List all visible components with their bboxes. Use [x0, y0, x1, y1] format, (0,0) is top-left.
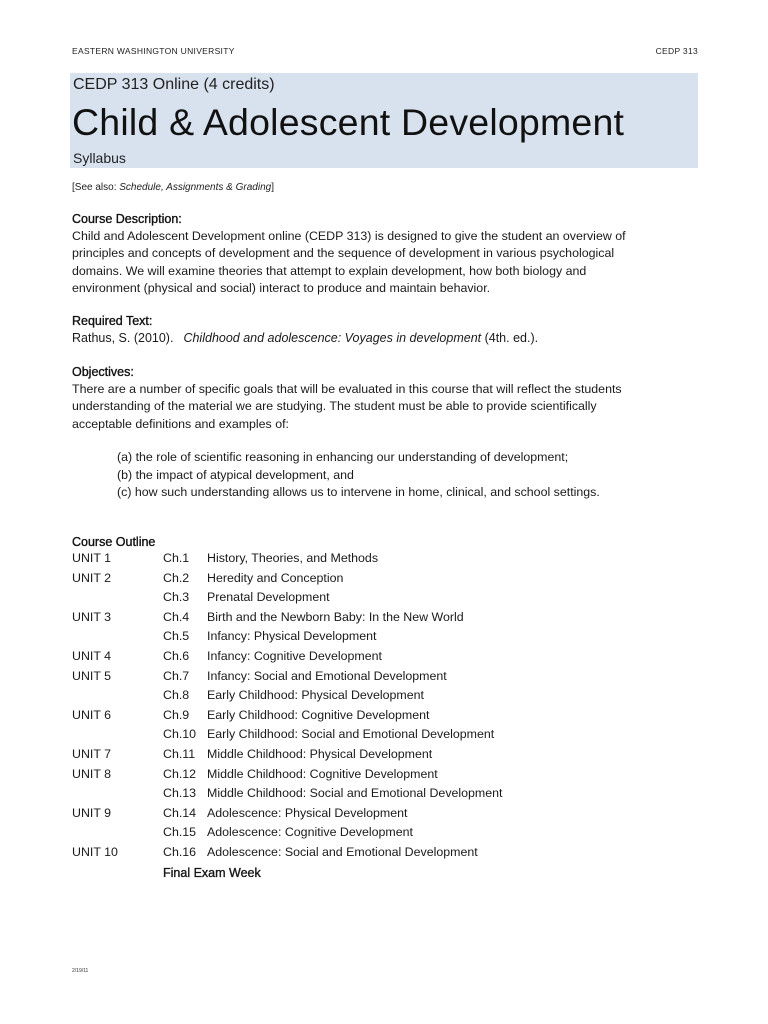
footer-date: 2/19/11: [72, 968, 89, 974]
see-also-suffix: ]: [271, 182, 274, 193]
chapter-topic: Middle Childhood: Social and Emotional Development: [207, 786, 503, 801]
unit-label: UNIT 1: [72, 551, 112, 565]
unit-label: UNIT 2: [72, 570, 112, 585]
description-line: principles and concepts of development and the sequence of development in various psychological: [72, 246, 615, 261]
chapter-topic: Infancy: Cognitive Development: [207, 648, 382, 663]
book-title: Childhood and adolescence: Voyages in development: [183, 331, 482, 345]
chapter-topic: History, Theories, and Methods: [207, 551, 379, 565]
chapter-number: Ch.16: [163, 844, 197, 859]
unit-label: UNIT 4: [72, 648, 112, 663]
chapter-topic: Adolescence: Physical Development: [207, 805, 408, 820]
final-exam-week: Final Exam Week: [163, 866, 261, 880]
description-line: Child and Adolescent Development online (CEDP 313) is designed to give the student an overview of: [72, 229, 626, 243]
objectives-list: [117, 449, 600, 502]
page-title: Child & Adolescent Development: [72, 101, 625, 143]
description-line: domains. We will examine theories that attempt to explain development, how both biology and: [72, 263, 587, 278]
chapter-number: Ch.11: [163, 746, 196, 761]
required-text-citation: [72, 331, 538, 345]
institution-name: EASTERN WASHINGTON UNIVERSITY: [72, 46, 235, 56]
course-outline-heading: Course Outline: [72, 535, 156, 549]
chapter-topic: Adolescence: Social and Emotional Development: [207, 844, 478, 859]
list-item: (b) the impact of atypical development, and: [117, 467, 354, 482]
chapter-topic: Early Childhood: Cognitive Development: [207, 707, 430, 722]
objectives-line: understanding of the material we are studying. The student must be able to provide scientifically: [72, 399, 597, 414]
chapter-number: Ch.4: [163, 609, 190, 624]
chapter-topic: Heredity and Conception: [207, 570, 344, 585]
running-header: [72, 46, 698, 56]
chapter-topic: Early Childhood: Physical Development: [207, 688, 424, 703]
course-description-text: [72, 228, 698, 297]
chapter-topic: Infancy: Physical Development: [207, 629, 377, 644]
unit-label: UNIT 6: [72, 707, 112, 722]
chapter-topic: Adolescence: Cognitive Development: [207, 825, 413, 840]
unit-label: UNIT 5: [72, 668, 112, 683]
chapter-number: Ch.5: [163, 629, 190, 644]
objectives-line: acceptable definitions and examples of:: [72, 416, 289, 431]
unit-label: UNIT 7: [72, 746, 112, 761]
list-item: (a) the role of scientific reasoning in enhancing our understanding of development;: [117, 450, 569, 464]
chapter-number: Ch.6: [163, 648, 190, 663]
title-block: [70, 73, 698, 168]
required-text-heading: Required Text:: [72, 314, 153, 328]
unit-label: UNIT 10: [72, 844, 118, 859]
unit-label: UNIT 8: [72, 766, 112, 781]
chapter-number: Ch.2: [163, 570, 190, 585]
description-line: environment (physical and social) interact to produce and maintain behavior.: [72, 280, 491, 295]
chapter-number: Ch.14: [163, 805, 197, 820]
chapter-number: Ch.9: [163, 707, 190, 722]
list-item: (c) how such understanding allows us to intervene in home, clinical, and school settings.: [117, 485, 600, 500]
citation-author: Rathus, S. (2010).: [72, 331, 174, 345]
chapter-topic: Middle Childhood: Physical Development: [207, 746, 433, 761]
objectives-text: [72, 381, 698, 433]
chapter-number: Ch.12: [163, 766, 197, 781]
book-edition: (4th. ed.).: [481, 331, 539, 345]
chapter-number: Ch.8: [163, 688, 190, 703]
unit-label: UNIT 9: [72, 805, 112, 820]
document-type: Syllabus: [73, 150, 126, 166]
chapter-number: Ch.3: [163, 590, 190, 605]
course-code-line: CEDP 313 Online (4 credits): [73, 76, 275, 93]
chapter-number: Ch.10: [163, 727, 197, 742]
chapter-topic: Early Childhood: Social and Emotional Development: [207, 727, 495, 742]
chapter-topic: Infancy: Social and Emotional Development: [207, 668, 447, 683]
unit-label: UNIT 3: [72, 609, 112, 624]
header-course-code: CEDP 313: [655, 46, 698, 56]
objectives-line: There are a number of specific goals that will be evaluated in this course that will reflect the students: [72, 382, 622, 396]
chapter-topic: Middle Childhood: Cognitive Development: [207, 766, 438, 781]
chapter-number: Ch.15: [163, 825, 197, 840]
chapter-number: Ch.1: [163, 551, 190, 565]
objectives-heading: Objectives:: [72, 365, 134, 379]
see-also-links[interactable]: Schedule, Assignments & Grading: [119, 182, 272, 193]
chapter-topic: Birth and the Newborn Baby: In the New World: [207, 609, 464, 624]
see-also-note: [72, 182, 274, 193]
course-description-heading: Course Description:: [72, 212, 182, 226]
chapter-topic: Prenatal Development: [207, 590, 330, 605]
chapter-number: Ch.7: [163, 668, 190, 683]
chapter-number: Ch.13: [163, 786, 197, 801]
see-also-prefix: [See also:: [72, 182, 120, 193]
